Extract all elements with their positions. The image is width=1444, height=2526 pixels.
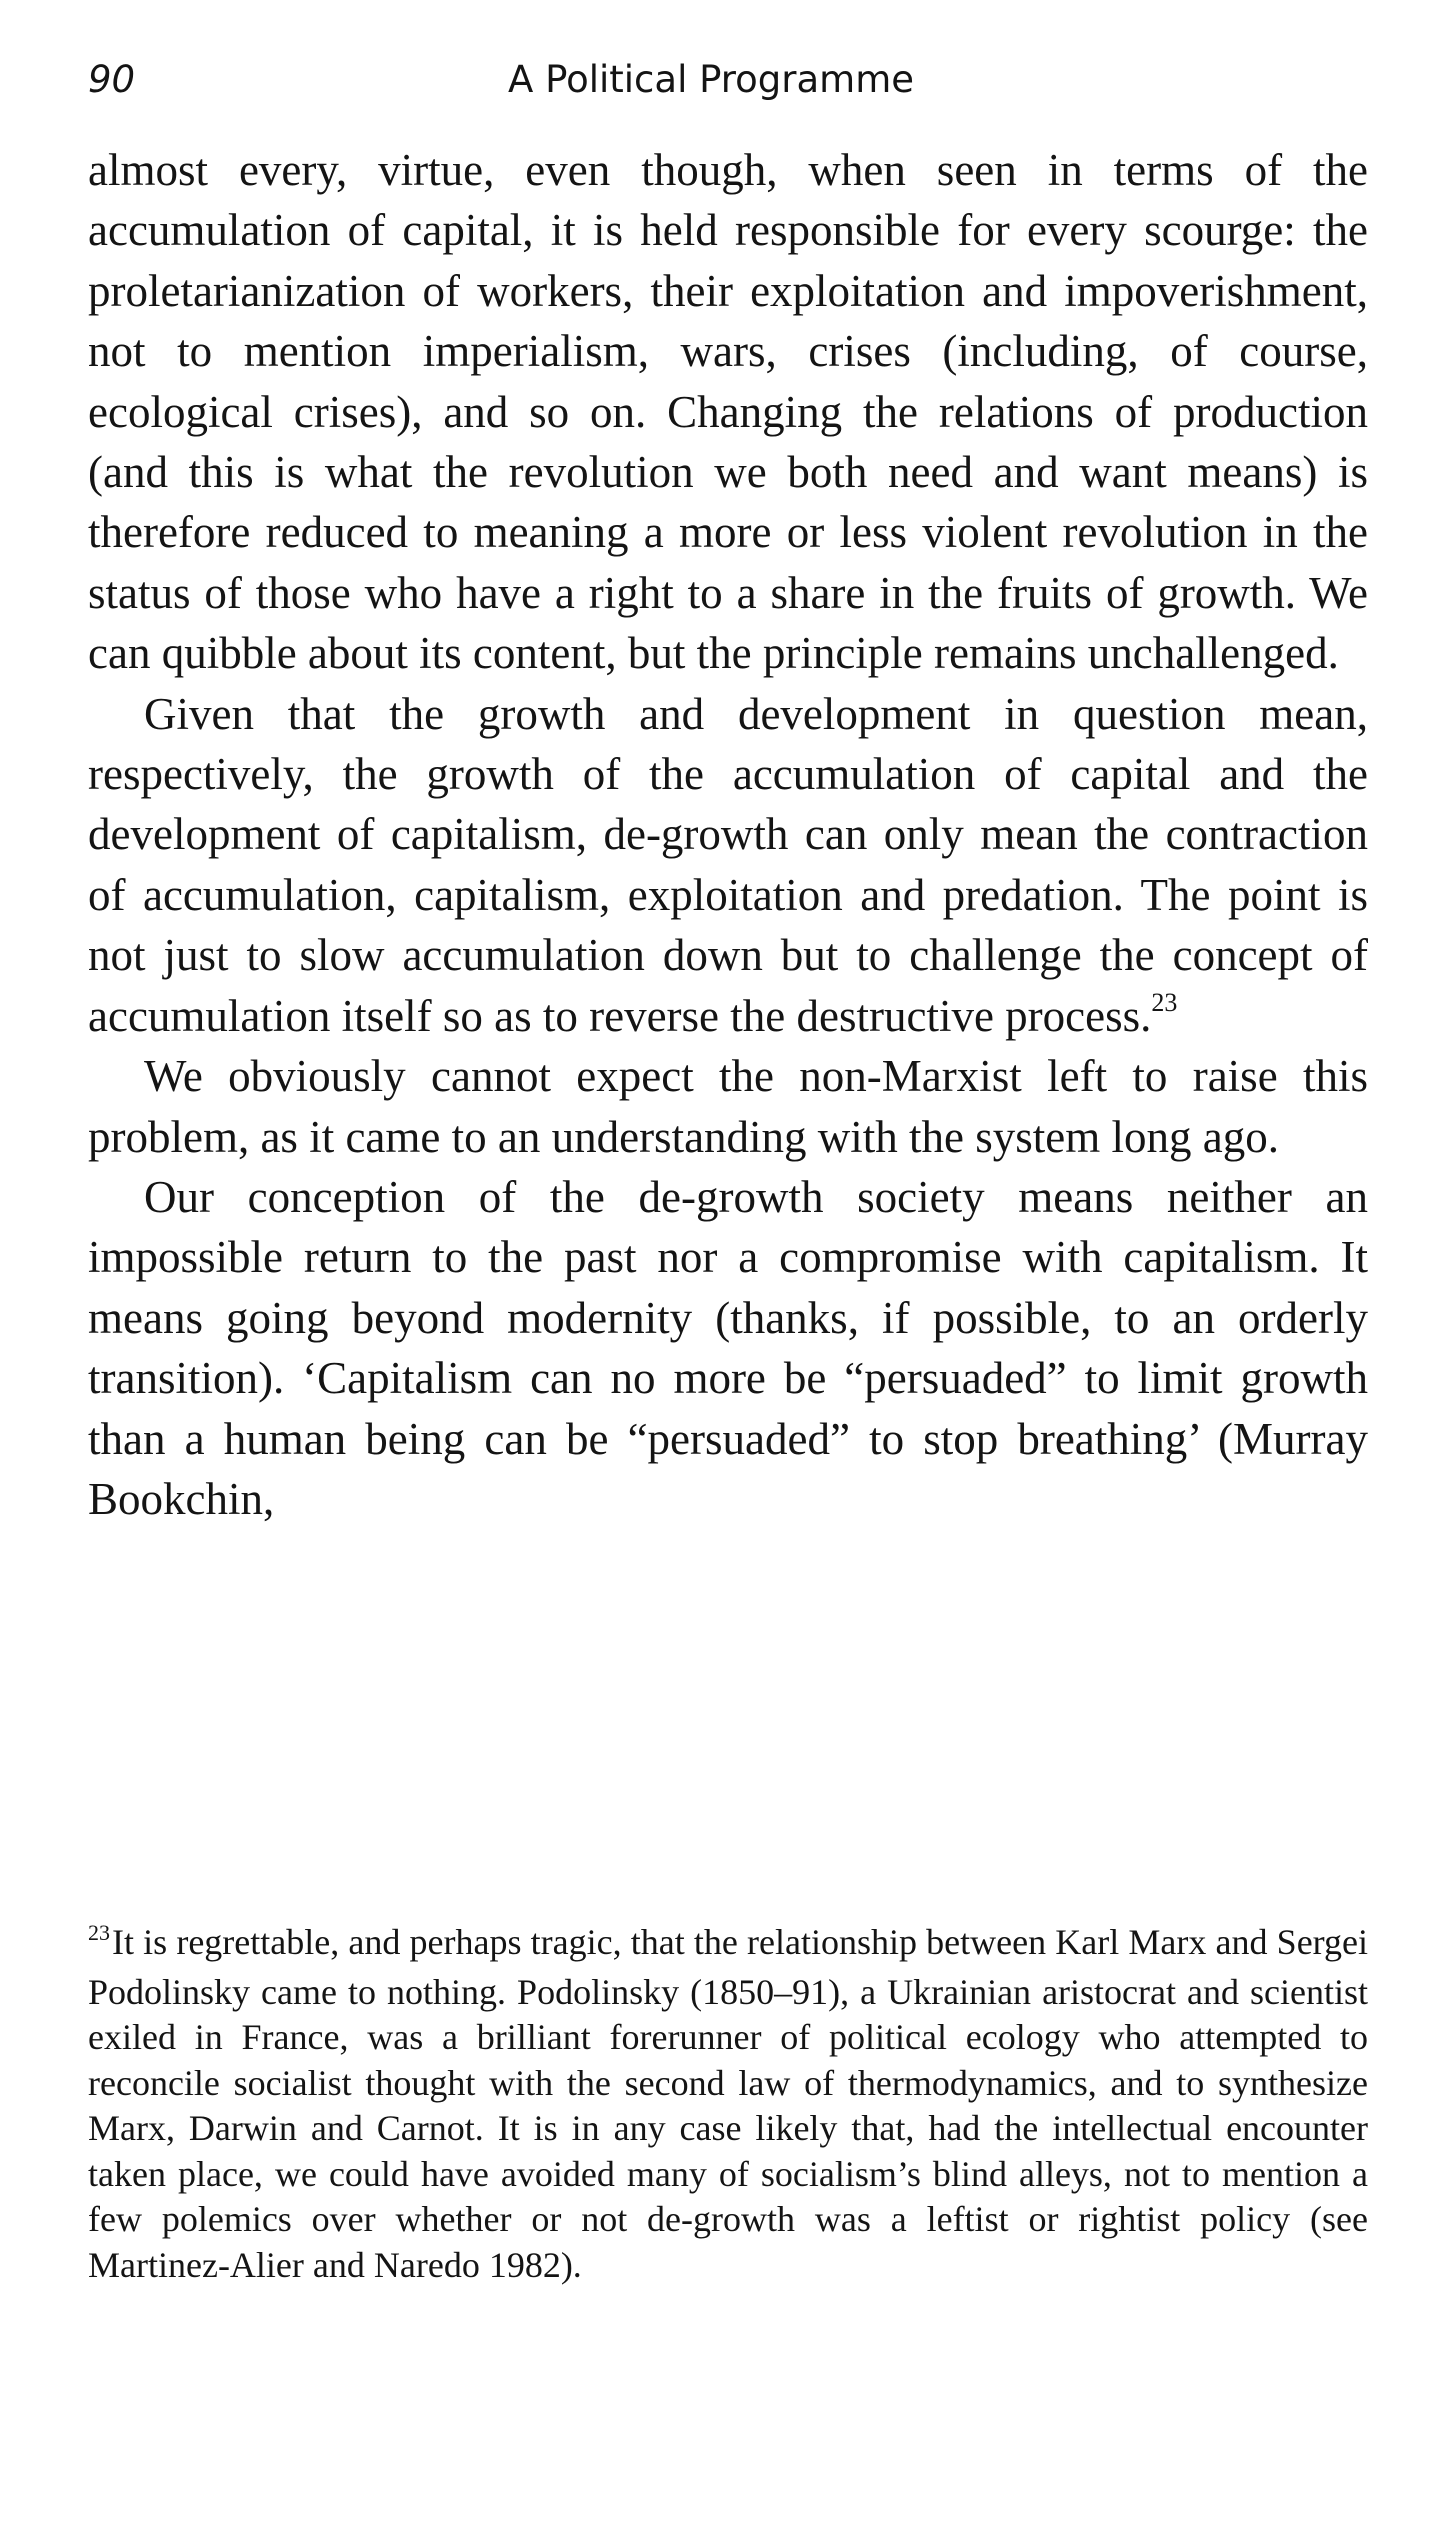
running-head: A Political Programme (508, 58, 915, 101)
paragraph: almost every, virtue, even though, when seen in terms of the accumulation of capital, it is held responsible for every scourge: the proletarianization of workers, their exploitation and impoverishment, not to mention imperialism, wars, crises (including, of course, ecological crises), and so on. Changing the relations of production (and this is what the revolution we both need and want means) is therefore reduced to meaning a more or less violent revolution in the status of those who have a right to a share in the fruits of growth. We can quibble about its content, but the principle remains unchallenged. (88, 145, 1368, 679)
paragraph-text: Given that the growth and development in question mean, respectively, the growth of the accumulation of capital and the development of capitalism, de-growth can only mean the contraction of accumulation, capitalism, exploitation and predation. The point is not just to slow accumulation down but to challenge the concept of accumulation itself so as to reverse the destructive process. (88, 688, 1368, 1041)
paragraph (88, 684, 1368, 1046)
paragraph: Our conception of the de-growth society means neither an impossible return to the past nor a compromise with capitalism. It means going beyond modernity (thanks, if possible, to an orderly transition). ‘Capitalism can no more be “persuaded” to limit growth than a human being can be “persuaded” to stop breathing’ (Murray Bookchin, (88, 1171, 1368, 1524)
footnotes (88, 1920, 1368, 2288)
paragraph: We obviously cannot expect the non-Marxist left to raise this problem, as it came to an understanding with the system long ago. (88, 1051, 1368, 1162)
footnote-text: It is regrettable, and perhaps tragic, that the relationship between Karl Marx and Sergei Podolinsky came to nothing. Podolinsky (1850–91), a Ukrainian aristocrat and scientist exiled in France, was a brilliant forerunner of political ecology who attempted to reconcile socialist thought with the second law of thermodynamics, and to synthesize Marx, Darwin and Carnot. It is in any case likely that, had the intellectual encounter taken place, we could have avoided many of socialism’s blind alleys, not to mention a few polemics over whether or not de-growth was a leftist or rightist policy (see Martinez-Alier and Naredo 1982). (88, 1922, 1368, 2285)
footnote (88, 1920, 1368, 2288)
main-text (88, 140, 1368, 1529)
footnote-reference[interactable]: 23 (1151, 987, 1178, 1017)
page-number: 90 (88, 58, 136, 101)
page-header (88, 50, 1368, 110)
footnote-number: 23 (88, 1920, 110, 1945)
